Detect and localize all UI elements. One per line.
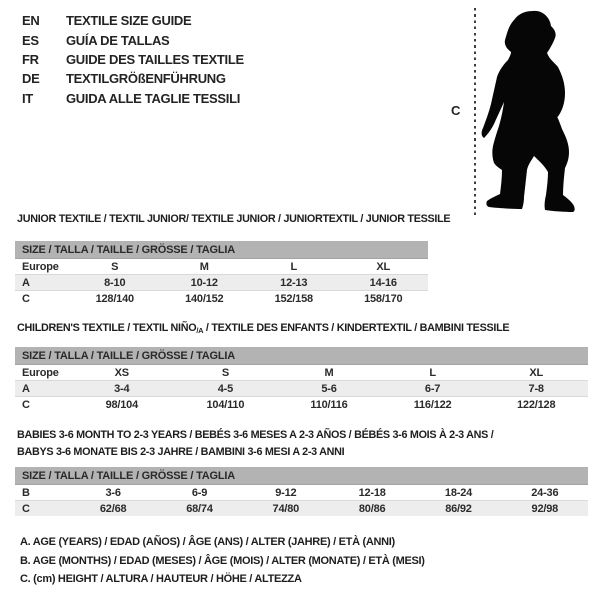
height-measure-figure	[0, 0, 600, 220]
cell: M	[160, 259, 250, 275]
cell: S	[174, 365, 278, 381]
cell: 3-6	[70, 485, 156, 501]
cell: 74/80	[243, 501, 329, 517]
table-row	[15, 397, 588, 413]
children-size-table	[15, 347, 588, 412]
cell: 14-16	[339, 275, 429, 291]
cell: 12-13	[249, 275, 339, 291]
cell: 92/98	[502, 501, 588, 517]
cell: 62/68	[70, 501, 156, 517]
cell: XL	[484, 365, 588, 381]
cell: 6-7	[381, 381, 485, 397]
table-row	[15, 259, 428, 275]
cell: 140/152	[185, 292, 224, 305]
cell: M	[277, 365, 381, 381]
language-title: GUIDA ALLE TAGLIE TESSILI	[66, 90, 241, 106]
footnote-legend	[20, 533, 425, 589]
babies-section-title	[17, 427, 577, 461]
row-label: C	[22, 398, 30, 411]
cell: 5-6	[277, 381, 381, 397]
row-label: Europe	[15, 259, 70, 275]
cell: 10-12	[160, 275, 250, 291]
cell: 152/158	[274, 292, 313, 305]
cell: 12-18	[329, 485, 415, 501]
table-row	[15, 485, 588, 501]
height-dotted-line	[474, 8, 476, 216]
cell: 104/110	[206, 398, 245, 411]
cell: L	[249, 259, 339, 275]
cell: 6-9	[156, 485, 242, 501]
cell: L	[381, 365, 485, 381]
row-label: C	[22, 292, 30, 305]
cell: 7-8	[484, 381, 588, 397]
baby-silhouette-icon	[478, 5, 590, 217]
cell: 128/140	[95, 292, 134, 305]
junior-size-table	[15, 241, 428, 306]
cell: 122/128	[517, 398, 556, 411]
children-section-title	[17, 322, 509, 335]
language-title: TEXTILGRÖßENFÜHRUNG	[66, 71, 226, 87]
size-header-bar: SIZE / TALLA / TAILLE / GRÖSSE / TAGLIA	[15, 467, 588, 485]
cell: 158/170	[364, 292, 403, 305]
babies-size-table	[15, 467, 588, 516]
cell: 24-36	[502, 485, 588, 501]
height-measure-label: C	[451, 103, 461, 118]
table-row	[15, 291, 428, 307]
language-code: ES	[22, 32, 39, 48]
footnote-c: C. (cm) HEIGHT / ALTURA / HAUTEUR / HÖHE / ALTEZZA	[20, 573, 302, 585]
language-code: EN	[22, 13, 40, 29]
cell: XS	[70, 365, 174, 381]
cell: 98/104	[105, 398, 139, 411]
cell: 116/122	[413, 398, 452, 411]
language-title: TEXTILE SIZE GUIDE	[66, 13, 192, 29]
cell: 68/74	[156, 501, 242, 517]
cell: 80/86	[329, 501, 415, 517]
size-header-bar: SIZE / TALLA / TAILLE / GRÖSSE / TAGLIA	[15, 241, 428, 259]
children-title-suffix: / TEXTILE DES ENFANTS / KINDERTEXTIL / BAMBINI TESSILE	[203, 322, 510, 334]
table-row	[15, 365, 588, 381]
row-label: B	[15, 485, 70, 501]
language-title: GUÍA DE TALLAS	[66, 32, 170, 48]
cell: 3-4	[70, 381, 174, 397]
cell: 110/116	[310, 398, 348, 411]
row-label: A	[15, 381, 70, 397]
cell: XL	[339, 259, 429, 275]
size-header-bar: SIZE / TALLA / TAILLE / GRÖSSE / TAGLIA	[15, 347, 588, 365]
language-code: IT	[22, 90, 33, 106]
cell: 18-24	[415, 485, 501, 501]
cell: 9-12	[243, 485, 329, 501]
footnote-a: A. AGE (YEARS) / EDAD (AÑOS) / ÂGE (ANS) / ALTER (JAHRE) / ETÀ (ANNI)	[20, 536, 395, 548]
row-label: A	[15, 275, 70, 291]
children-title-subscript: /A	[196, 326, 204, 335]
cell: S	[70, 259, 160, 275]
table-row	[15, 275, 428, 291]
cell: 86/92	[415, 501, 501, 517]
table-row	[15, 381, 588, 397]
junior-section-title: JUNIOR TEXTILE / TEXTIL JUNIOR/ TEXTILE JUNIOR / JUNIORTEXTIL / JUNIOR TESSILE	[17, 213, 451, 225]
table-row	[15, 501, 588, 517]
cell: 8-10	[70, 275, 160, 291]
language-code: FR	[22, 51, 39, 67]
babies-title-line2: BABYS 3-6 MONATE BIS 2-3 JAHRE / BAMBINI 3-6 MESI A 2-3 ANNI	[17, 446, 345, 458]
children-title-prefix: CHILDREN'S TEXTILE / TEXTIL NIÑO	[17, 322, 197, 334]
language-code: DE	[22, 71, 40, 87]
language-title: GUIDE DES TAILLES TEXTILE	[66, 51, 244, 67]
babies-title-line1: BABIES 3-6 MONTH TO 2-3 YEARS / BEBÉS 3-6 MESES A 2-3 AÑOS / BÉBÉS 3-6 MOIS À 2-3 ANS /	[17, 429, 494, 441]
cell: 4-5	[174, 381, 278, 397]
row-label: Europe	[15, 365, 70, 381]
footnote-b: B. AGE (MONTHS) / EDAD (MESES) / ÂGE (MOIS) / ALTER (MONATE) / ETÀ (MESI)	[20, 554, 425, 567]
row-label: C	[15, 501, 70, 517]
